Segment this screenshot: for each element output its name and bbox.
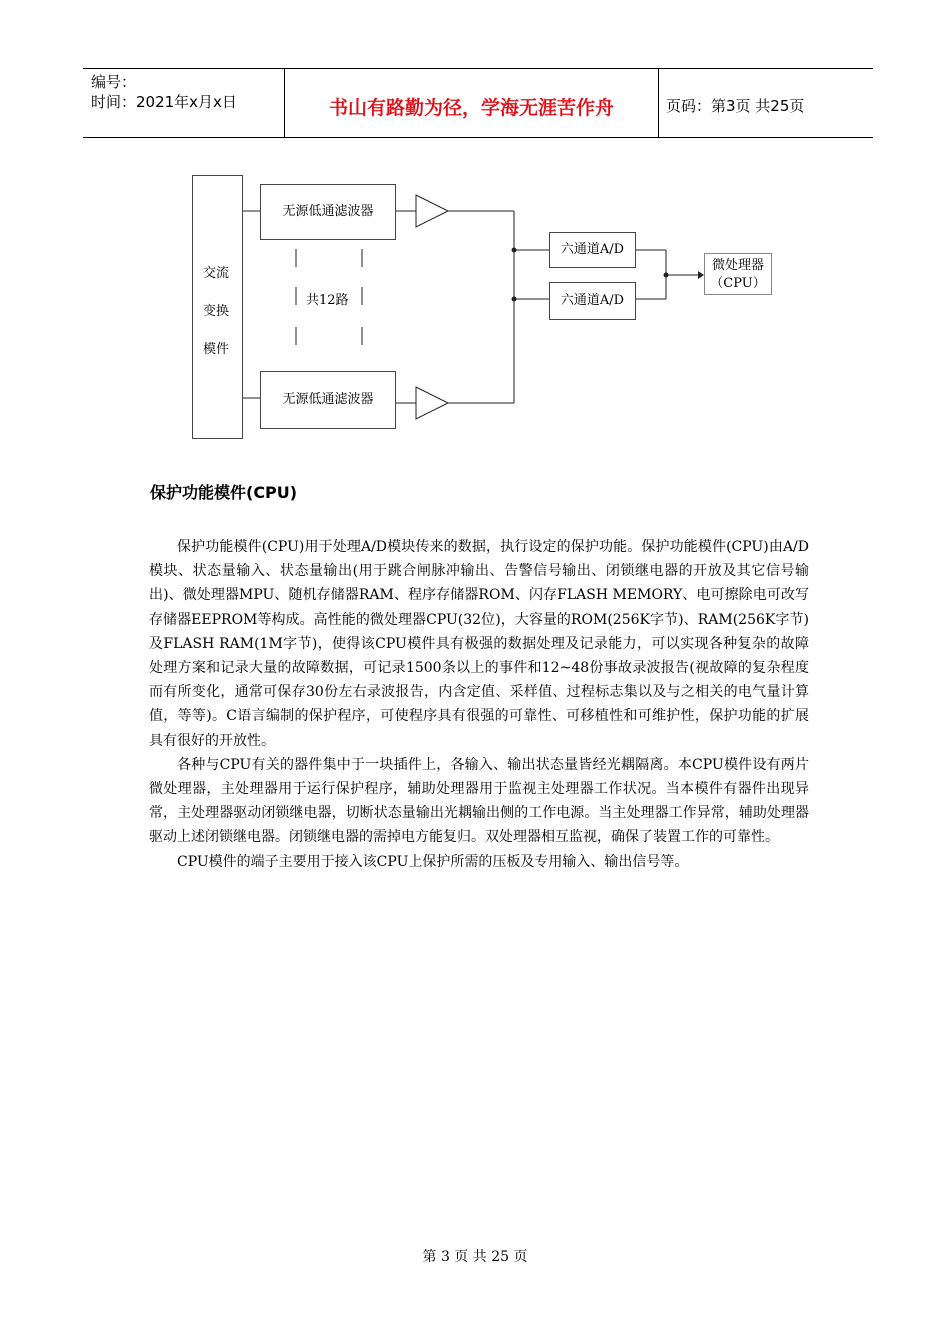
ad-top-box — [549, 232, 636, 268]
filter-top-box — [260, 184, 396, 240]
paragraph-1: 保护功能模件(CPU)用于处理A/D模块传来的数据，执行设定的保护功能。保护功能模件(CPU)由A/D模块、状态量输入、状态量输出(用于跳合闸脉冲输出、告警信号输出、闭锁继电器的开放及其它信号输出)、微处理器MPU、随机存储器RAM、程序存储器ROM、闪存FLASH MEMORY、电可擦除电可改写存储器EEPROM等构成。高性能的微处理器CPU(32位)，大容量的ROM(256K字节)、RAM(256K字节)及FLASH RAM(1M字节)，使得该CPU模件具有极强的数据处理及记录能力，可以实现各种复杂的故障处理方案和记录大量的故障数据，可记录1500条以上的事件和12~48份事故录波报告(视故障的复杂程度而有所变化，通常可保存30份左右录波报告，内含定值、采样值、过程标志集以及与之相关的电气量计算值，等等)。C语言编制的保护程序，可使程序具有很强的可靠性、可移植性和可维护性，保护功能的扩展具有很好的开放性。 — [149, 539, 809, 749]
filter-bottom-label: 无源低通滤波器 — [282, 392, 374, 407]
header-page-cell — [658, 69, 873, 137]
cpu-label-line2: （CPU） — [710, 276, 766, 291]
document-header — [83, 68, 873, 138]
filter-top-label: 无源低通滤波器 — [282, 204, 374, 219]
header-page-label: 页码：第3页 共25页 — [666, 97, 805, 115]
header-motto-cell — [284, 69, 659, 137]
amplifier-bottom — [416, 387, 448, 419]
ac-module-line1: 交流 — [203, 266, 230, 281]
total-channels-label: 共12路 — [306, 293, 349, 308]
paragraph-3: CPU模件的端子主要用于接入该CPU上保护所需的压板及专用输入、输出信号等。 — [177, 853, 689, 870]
doc-time-label: 时间：2021年x月x日 — [91, 93, 237, 111]
amplifier-top — [416, 195, 448, 227]
ac-module-line3: 模件 — [203, 342, 230, 357]
cpu-label-line1: 微处理器 — [711, 258, 764, 273]
ad-bottom-box — [549, 282, 636, 320]
doc-number-label: 编号： — [91, 73, 137, 91]
page-footer: 第 3 页 共 25 页 — [422, 1249, 528, 1265]
motto-text: 书山有路勤为径，学海无涯苦作舟 — [328, 97, 614, 119]
ac-module-box — [192, 175, 243, 439]
block-diagram — [180, 165, 800, 450]
cpu-box — [704, 253, 772, 295]
section-title: 保护功能模件(CPU) — [150, 483, 298, 502]
ad-top-label: 六通道A/D — [560, 242, 625, 257]
body-text — [149, 535, 809, 874]
ad-bottom-label: 六通道A/D — [560, 293, 625, 308]
filter-bottom-box — [260, 371, 396, 429]
paragraph-2: 各种与CPU有关的器件集中于一块插件上，各输入、输出状态量皆经光耦隔离。本CPU模件设有两片微处理器，主处理器用于运行保护程序，辅助处理器用于监视主处理器工作状况。当本模件有器件出现异常，主处理器驱动闭锁继电器，切断状态量输出光耦输出侧的工作电源。当主处理器工作异常，辅助处理器驱动上述闭锁继电器。闭锁继电器的需掉电方能复归。双处理器相互监视，确保了装置工作的可靠性。 — [149, 756, 809, 846]
header-info-cell — [83, 69, 284, 137]
ac-module-line2: 变换 — [203, 304, 230, 319]
